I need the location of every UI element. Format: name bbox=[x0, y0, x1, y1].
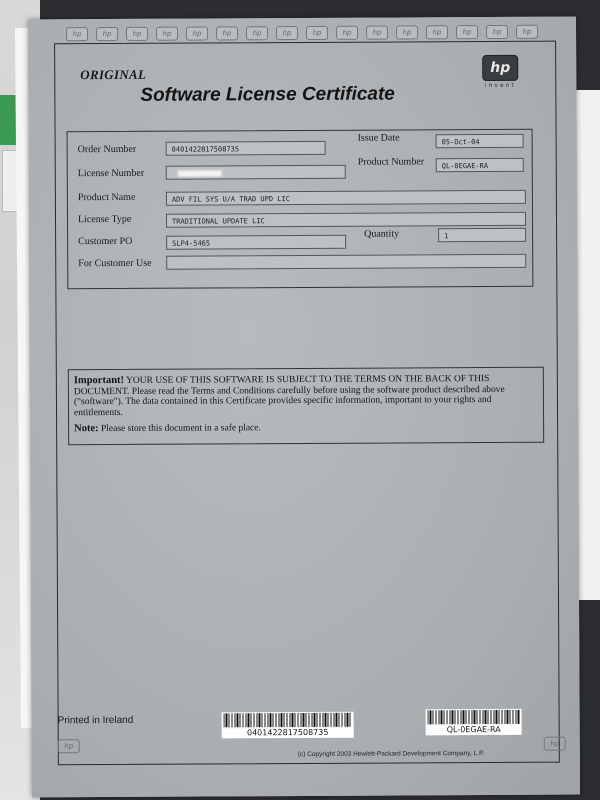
order-number-label: Order Number bbox=[77, 143, 137, 156]
customer-po-field: SLP4-5465 bbox=[166, 235, 346, 250]
license-type-field: TRADITIONAL UPDATE LIC bbox=[166, 212, 526, 228]
order-barcode-text: 0401422817508735 bbox=[222, 728, 354, 739]
hp-mini-logo-icon: hp bbox=[216, 26, 238, 40]
certificate-sheet bbox=[28, 17, 580, 798]
license-number-field bbox=[166, 165, 346, 180]
product-barcode-text: QL-0EGAE-RA bbox=[426, 725, 522, 736]
license-info-box bbox=[67, 129, 534, 289]
hp-tagline: invent bbox=[484, 81, 516, 90]
quantity-field: 1 bbox=[438, 228, 526, 242]
hp-mini-logo-icon: hp bbox=[456, 25, 478, 39]
printed-in-label: Printed in Ireland bbox=[57, 714, 134, 727]
hp-mini-logo-icon: hp bbox=[66, 27, 88, 41]
certificate-title: Software License Certificate bbox=[140, 83, 395, 106]
product-barcode bbox=[426, 709, 522, 736]
customer-po-label: Customer PO bbox=[78, 235, 133, 248]
customer-use-field bbox=[166, 254, 526, 270]
customer-use-label: For Customer Use bbox=[78, 257, 152, 270]
hp-mini-logo-icon: hp bbox=[246, 26, 268, 40]
barcode-bars bbox=[222, 712, 354, 729]
hp-mini-logo-icon: hp bbox=[126, 27, 148, 41]
important-label: Important! bbox=[73, 374, 125, 387]
issue-date-field: 05-Oct-04 bbox=[436, 134, 524, 148]
note-line bbox=[74, 422, 538, 435]
important-text: YOUR USE OF THIS SOFTWARE IS SUBJECT TO THE TERMS ON THE BACK OF THIS DOCUMENT. Please read the Terms and Conditions carefully before using the software product described above ("software"). The data contained in this Certificate provides specific information, important to your rights and entitlements. bbox=[73, 374, 505, 418]
order-number-field: 0401422817508735 bbox=[166, 141, 326, 156]
order-barcode bbox=[222, 712, 354, 739]
license-number-label: License Number bbox=[77, 167, 145, 180]
hp-mini-logo-icon: hp bbox=[96, 27, 118, 41]
note-label: Note: bbox=[74, 423, 99, 435]
hp-mini-logo-icon: hp bbox=[486, 25, 508, 39]
hp-mini-logo-icon: hp bbox=[156, 27, 178, 41]
hp-logo-icon: hp bbox=[482, 55, 518, 81]
license-type-label: License Type bbox=[77, 213, 132, 226]
product-name-label: Product Name bbox=[77, 191, 136, 204]
hp-mini-logo-icon: hp bbox=[306, 26, 328, 40]
hp-mini-logo-icon: hp bbox=[516, 25, 538, 39]
product-number-label: Product Number bbox=[357, 156, 425, 168]
original-label: ORIGINAL bbox=[80, 66, 147, 83]
hp-mini-logo-icon: hp bbox=[186, 26, 208, 40]
important-notice bbox=[68, 367, 544, 445]
redacted-mark bbox=[178, 170, 222, 176]
hp-mini-logo-icon: hp bbox=[396, 25, 418, 39]
product-name-field: ADV FIL SYS U/A TRAD UPD LIC bbox=[166, 190, 526, 206]
hp-mini-logo-icon: hp bbox=[336, 26, 358, 40]
quantity-label: Quantity bbox=[364, 228, 400, 240]
barcode-bars bbox=[426, 709, 522, 726]
hp-mini-logo-icon: hp bbox=[544, 737, 566, 751]
hp-mini-logo-icon: hp bbox=[426, 25, 448, 39]
issue-date-label: Issue Date bbox=[357, 132, 400, 144]
hp-pattern-row bbox=[66, 25, 538, 41]
hp-mini-logo-icon: hp bbox=[366, 26, 388, 40]
hp-mini-logo-icon: hp bbox=[276, 26, 298, 40]
hp-mini-logo-icon: hp bbox=[58, 739, 80, 753]
copyright-text: (c) Copyright 2003 Hewlett-Packard Development Company, L.P. bbox=[297, 750, 485, 759]
product-number-field: QL-0EGAE-RA bbox=[436, 158, 524, 172]
note-text: Please store this document in a safe place. bbox=[100, 423, 261, 435]
